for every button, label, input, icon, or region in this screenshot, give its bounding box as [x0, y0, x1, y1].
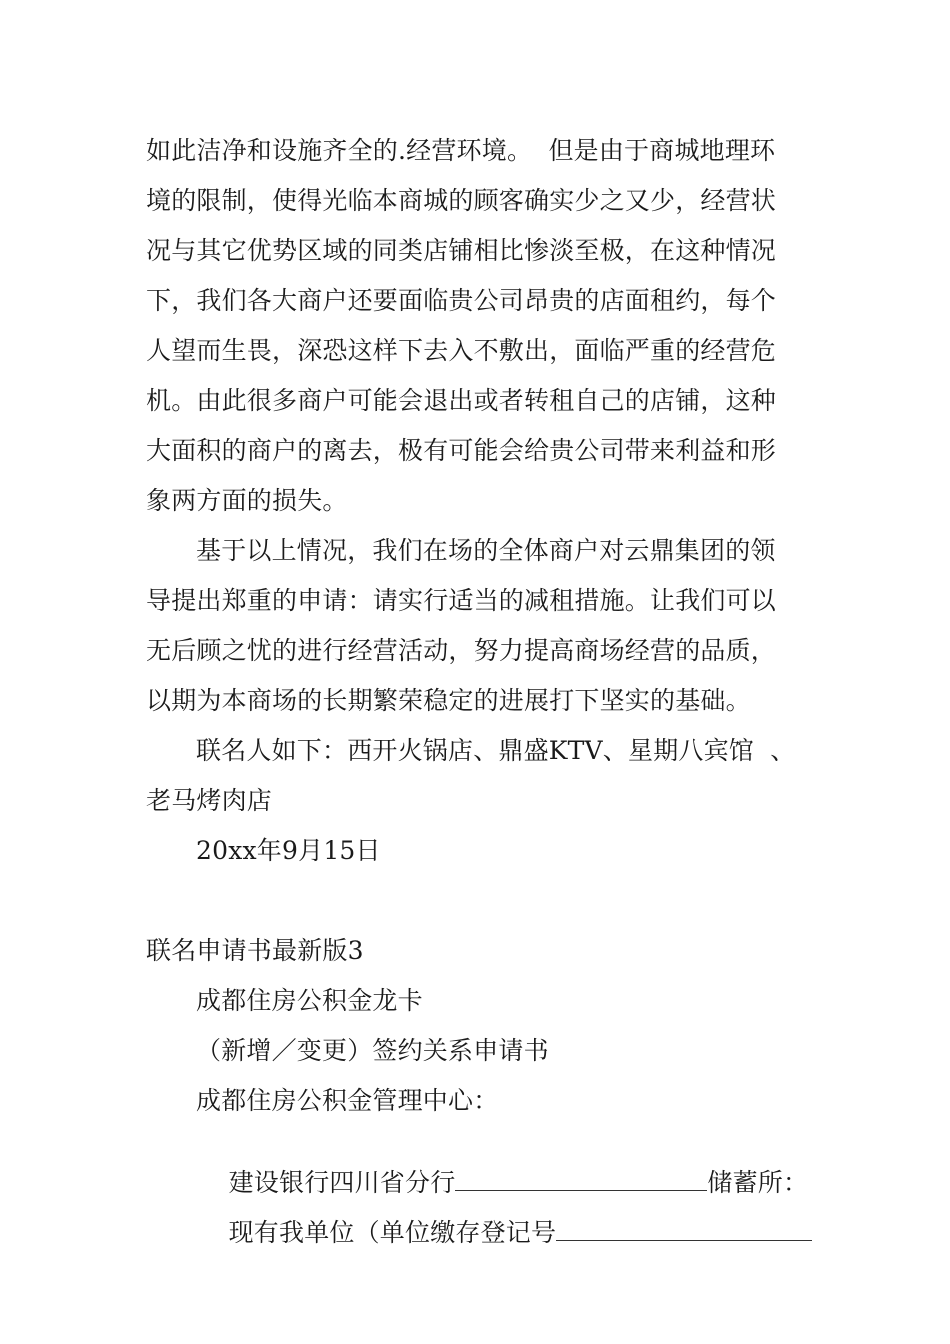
signatories-line: 联名人如下：西开火锅店、鼎盛KTV、星期八宾馆 、: [196, 736, 796, 765]
paragraph-line: 况与其它优势区域的同类店铺相比惨淡至极，在这种情况: [146, 236, 777, 265]
paragraph-line: 象两方面的损失。: [146, 486, 348, 515]
paragraph-line: 大面积的商户的离去，极有可能会给贵公司带来利益和形: [146, 436, 777, 465]
paragraph-line: 导提出郑重的申请：请实行适当的减租措施。让我们可以: [146, 586, 777, 615]
unit-prefix: 现有我单位（单位缴存登记号: [228, 1218, 557, 1247]
paragraph-line: 以期为本商场的长期繁荣稳定的进展打下坚实的基础。: [146, 686, 751, 715]
bank-suffix: 储蓄所：: [707, 1168, 809, 1197]
signatories-line: 老马烤肉店: [146, 786, 273, 815]
paragraph-line: 基于以上情况，我们在场的全体商户对云鼎集团的领: [196, 536, 776, 565]
paragraph-line: 人望而生畏，深恐这样下去入不敷出，面临严重的经营危: [146, 336, 777, 365]
paragraph-line: 无后顾之忧的进行经营活动，努力提高商场经营的品质，: [146, 636, 777, 665]
paragraph-line: 机。由此很多商户可能会退出或者转租自己的店铺，这种: [146, 386, 777, 415]
unit-registration-blank[interactable]: [556, 1216, 812, 1241]
form-title: 成都住房公积金龙卡: [196, 986, 423, 1015]
bank-prefix: 建设银行四川省分行: [228, 1168, 456, 1197]
date-line: 20xx年9月15日: [196, 836, 381, 865]
unit-line: [196, 1186, 812, 1278]
paragraph-line: 如此洁净和设施齐全的.经营环境。 但是由于商城地理环: [146, 136, 776, 165]
section-title: 联名申请书最新版3: [146, 936, 364, 965]
paragraph-line: 下，我们各大商户还要面临贵公司昂贵的店面租约，每个: [146, 286, 777, 315]
form-subtitle: （新增／变更）签约关系申请书: [196, 1036, 549, 1065]
paragraph-line: 境的限制，使得光临本商城的顾客确实少之又少，经营状: [146, 186, 777, 215]
form-recipient: 成都住房公积金管理中心：: [196, 1086, 499, 1115]
